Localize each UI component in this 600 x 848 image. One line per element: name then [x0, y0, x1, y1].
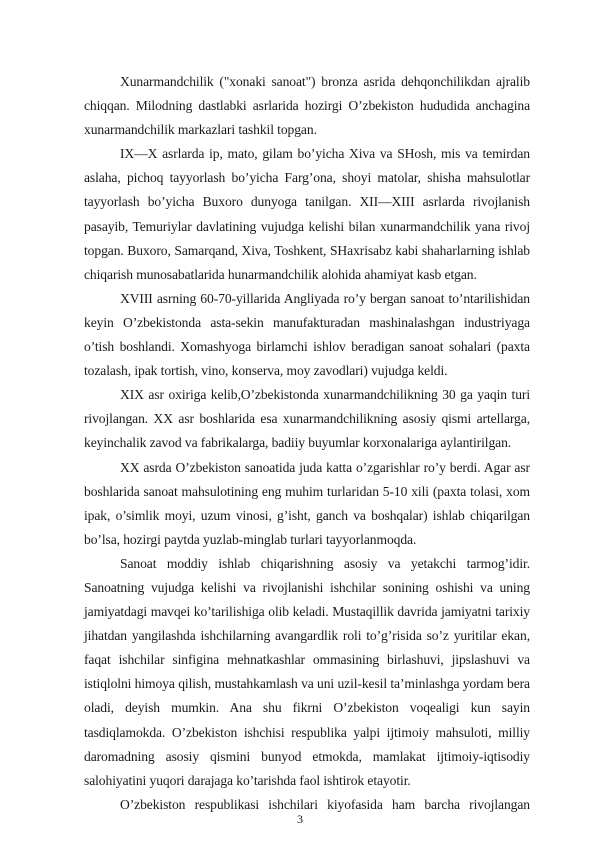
paragraph-7: O’zbekiston respublikasi ishchilari kiyofasida ham barcha rivojlangan: [120, 796, 530, 812]
paragraph-3: XVIII asrning 60-70-yillarida Angliyada ro’y bergan sanoat to’ntarilishidan keyin O’zbekistonda asta-sekin manufakturadan mashinalashgan industriyaga o’tish boshlandi. Xomashyoga birlamchi ishlov beradigan sanoat sohalari (paxta tozalash, ipak tortish, vino, konserva, moy zavodlari) vujudga keldi.: [84, 290, 530, 379]
paragraph-4: XIX asr oxiriga kelib,O’zbekistonda xunarmandchilikning 30 ga yaqin turi rivojlangan. XX asr boshlarida esa xunarmandchilikning asosiy qismi artellarga, keyinchalik zavod va fabrikalarga, badiiy buyumlar korxonalariga aylantirilgan.: [84, 387, 530, 451]
paragraph-2: IX—X asrlarda ip, mato, gilam bo’yicha Xiva va SHosh, mis va temirdan aslaha, pichoq tayyorlash bo’yicha Farg’ona, shoyi matolar, shisha mahsulotlar tayyorlash bo’yicha Buxoro dunyoga tanilgan. XII—XIII asrlarda rivojlanish pasayib, Temuriylar davlatining vujudga kelishi bilan xunarmandchilik yana rivoj topgan. Buxoro, Samarqand, Xiva, Toshkent, SHaxrisabz kabi shaharlarning ishlab chiqarish munosabatlarida hunarmandchilik alohida ahamiyat kasb etgan.: [84, 146, 530, 282]
paragraph-5: XX asrda O’zbekiston sanoatida juda katta o’zgarishlar ro’y berdi. Agar asr boshlarida sanoat mahsulotining eng muhim turlaridan 5-10 xili (paxta tolasi, xom ipak, o’simlik moyi, uzum vinosi, g’isht, ganch va boshqalar) ishlab chiqarilgan bo’lsa, hozirgi paytda yuzlab-minglab turlari tayyorlanmoqda.: [84, 459, 530, 547]
document-page: [84, 70, 530, 817]
paragraph-6: Sanoat moddiy ishlab chiqarishning asosiy va yetakchi tarmog’idir. Sanoatning vujudga kelishi va rivojlanishi ishchilar sonining oshishi va uning jamiyatdagi mavqei ko’tarilishiga olib keladi. Mustaqillik davrida jamiyatni tarixiy jihatdan yangilashda ishchilarning avangardlik roli to’g’risida so’z yuritilar ekan, faqat ishchilar sinfigina mehnatkashlar ommasining birlashuvi, jipslashuvi va istiqlolni himoya qilish, mustahkamlash va uni uzil-kesil ta’minlashga yordam bera oladi, deyish mumkin. Ana shu fikrni O’zbekiston voqealigi kun sayin tasdiqlamokda. O’zbekiston ishchisi respublika yalpi ijtimoiy mahsuloti, milliy daromadning asosiy qismini bunyod etmokda, mamlakat ijtimoiy-iqtisodiy salohiyatini yuqori darajaga ko’tarishda faol ishtirok etayotir.: [84, 555, 530, 788]
paragraph-1: Xunarmandchilik ("xonaki sanoat") bronza asrida dehqonchilikdan ajralib chiqqan. Milodning dastlabki asrlarida hozirgi O’zbekiston hududida anchagina xunarmandchilik markazlari tashkil topgan.: [84, 74, 530, 138]
page-number: 3: [297, 812, 303, 826]
